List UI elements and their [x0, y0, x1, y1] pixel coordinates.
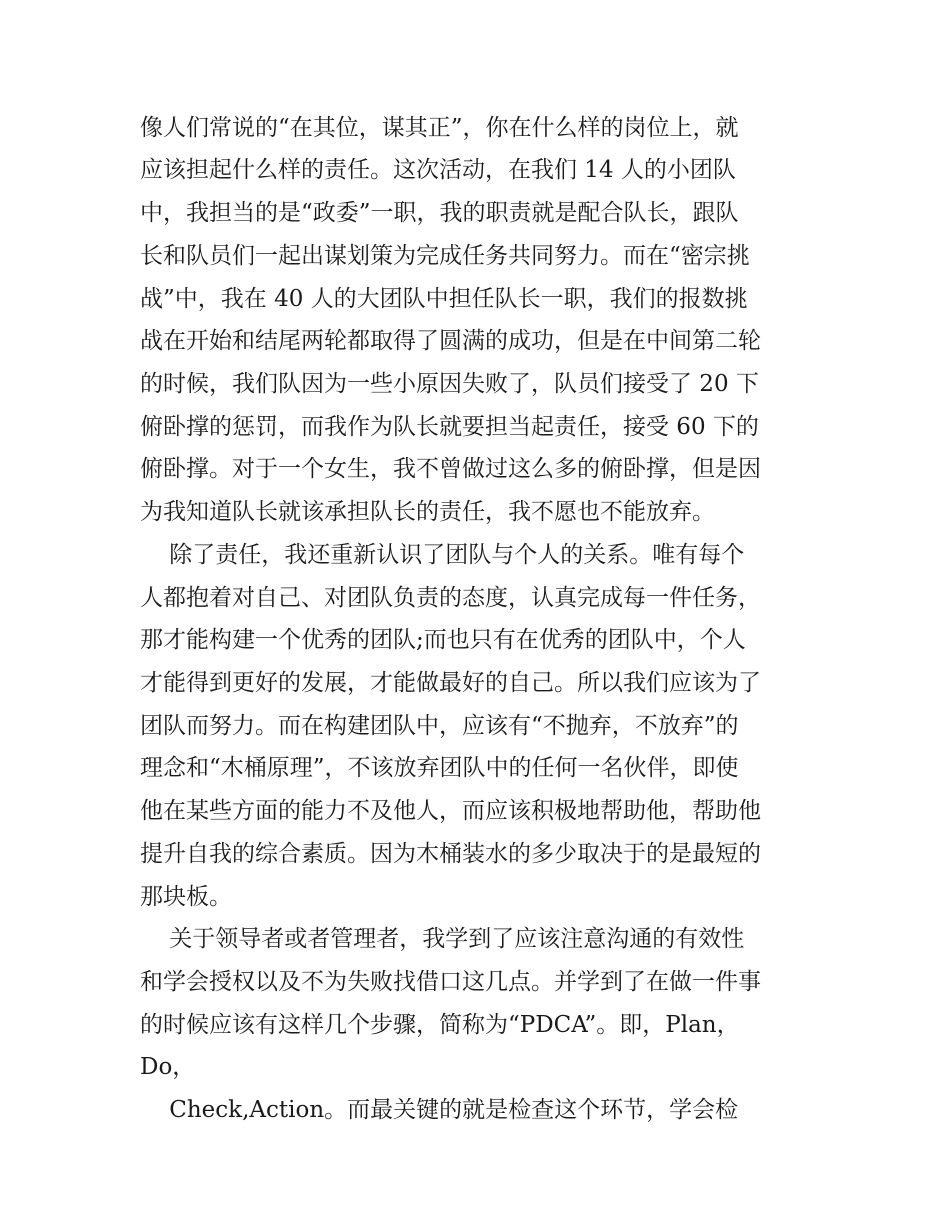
text-line: 为我知道队长就该承担队长的责任，我不愿也不能放弃。	[140, 499, 715, 525]
text-line: 长和队员们一起出谋划策为完成任务共同努力。而在“密宗挑	[140, 243, 750, 269]
text-line: 俯卧撑。对于一个女生，我不曾做过这么多的俯卧撑，但是因	[140, 456, 761, 482]
text-line: 中，我担当的是“政委”一职，我的职责就是配合队长，跟队	[140, 200, 739, 226]
text-line: 关于领导者或者管理者，我学到了应该注意沟通的有效性	[140, 926, 745, 952]
text-line: 战在开始和结尾两轮都取得了圆满的成功，但是在中间第二轮	[140, 328, 761, 354]
text-line: 和学会授权以及不为失败找借口这几点。并学到了在做一件事	[140, 969, 761, 995]
text-line: 那才能构建一个优秀的团队;而也只有在优秀的团队中，个人	[140, 627, 746, 653]
text-line: 应该担起什么样的责任。这次活动，在我们 14 人的小团队	[140, 157, 736, 183]
text-line: 除了责任，我还重新认识了团队与个人的关系。唯有每个	[140, 542, 745, 568]
text-line: Do，	[140, 1054, 196, 1080]
text-line: 团队而努力。而在构建团队中，应该有“不抛弃，不放弃”的	[140, 713, 739, 739]
text-line: 人都抱着对自己、对团队负责的态度，认真完成每一件任务，	[140, 585, 761, 611]
text-line: 他在某些方面的能力不及他人，而应该积极地帮助他，帮助他	[140, 798, 761, 824]
text-line: 理念和“木桶原理”，不该放弃团队中的任何一名伙伴，即使	[140, 755, 739, 781]
text-line: Check,Action。而最关键的就是检查这个环节，学会检	[140, 1097, 739, 1123]
text-line: 像人们常说的“在其位，谋其正”，你在什么样的岗位上，就	[140, 115, 739, 141]
text-line: 战”中，我在 40 人的大团队中担任队长一职，我们的报数挑	[140, 286, 748, 312]
text-line: 那块板。	[140, 884, 232, 910]
text-line: 的时候，我们队因为一些小原因失败了，队员们接受了 20 下	[140, 371, 759, 397]
text-line: 才能得到更好的发展，才能做最好的自己。所以我们应该为了	[140, 670, 761, 696]
text-line: 提升自我的综合素质。因为木桶装水的多少取决于的是最短的	[140, 841, 761, 867]
text-line: 的时候应该有这样几个步骤，简称为“PDCA”。即，Plan，	[140, 1012, 740, 1038]
text-line: 俯卧撑的惩罚，而我作为队长就要担当起责任，接受 60 下的	[140, 414, 759, 440]
